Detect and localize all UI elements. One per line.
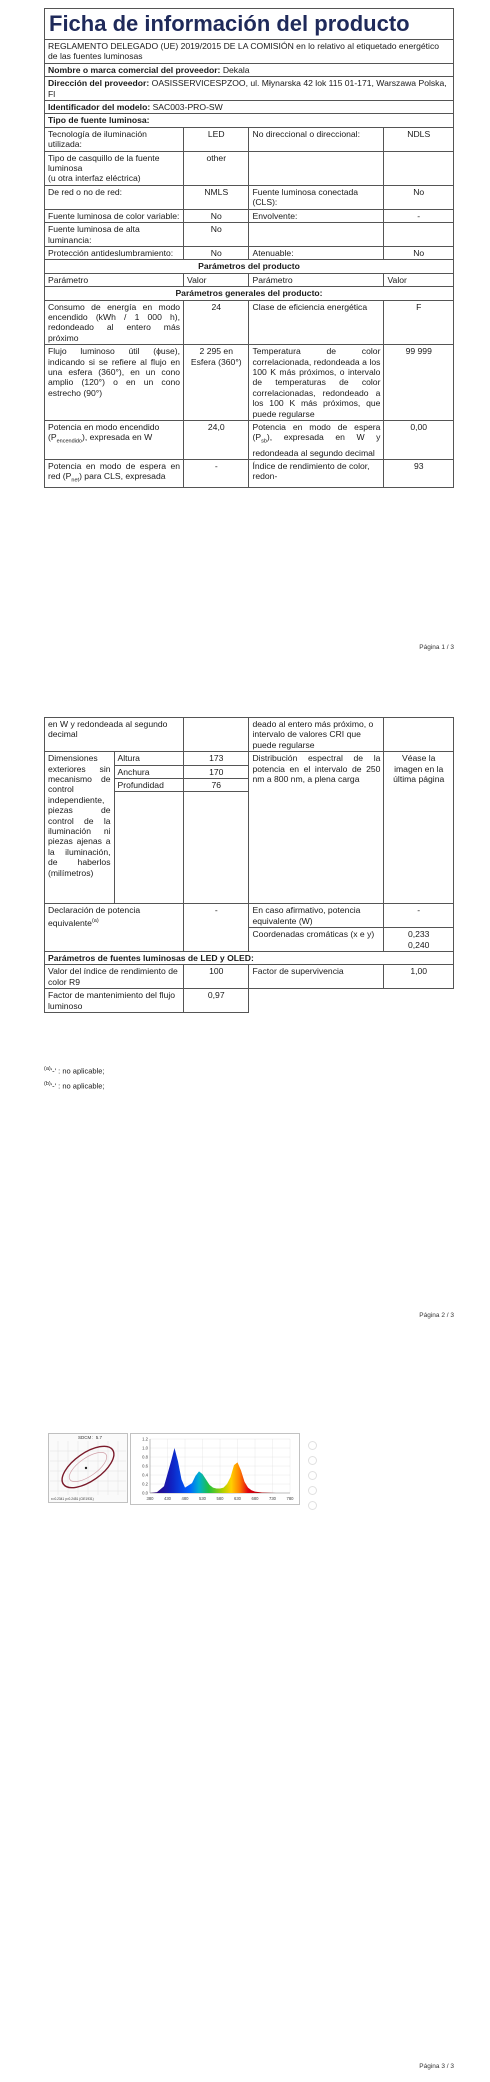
column-header-value: Valor [384,273,454,286]
cri-value: 93 [384,459,454,488]
page-number: Página 3 / 3 [419,2063,454,2070]
high-luminance-value: No [184,223,249,247]
equivalent-power-note: (a) [91,917,99,924]
spd-label: Distribución espectral de la potencia en el intervalo de 250 nm a 800 nm, a plena carga [249,752,384,904]
page-1 [0,0,490,705]
dimmable-label: Atenuable: [249,246,384,259]
page-3 [0,1395,490,2082]
r9-label: Valor del índice de rendimiento de color R9 [45,965,184,989]
equivalent-power-label [45,904,184,952]
address-label: Dirección del proveedor: [48,78,150,89]
model-label: Identificador del modelo: [48,102,151,113]
equivalent-watts-label: En caso afirmativo, potencia equivalente (W) [249,904,384,928]
tech-value: LED [184,127,249,151]
chromaticity-point-group [85,1467,87,1469]
regulation-text: REGLAMENTO DELEGADO (UE) 2019/2015 DE LA COMISIÓN en lo relativo al etiquetado energético de las fuentes luminosas [45,40,454,64]
page-title: Ficha de información del producto [45,9,454,40]
width-label: Anchura [114,765,184,778]
standby-label [249,421,384,460]
footnote-a [44,1063,104,1078]
footnote-b-text: '-' : no aplicable; [50,1081,105,1090]
cls-label: Fuente luminosa conectada (CLS): [249,185,384,209]
footnote-a-mark: (a) [44,1066,51,1072]
power-value: 24,0 [184,421,249,460]
spectrum-y-tick-label: 1.2 [142,1436,148,1442]
maintenance-value: 0,97 [184,989,249,1013]
height-label: Altura [114,752,184,765]
spectrum-x-ticks [147,1496,295,1501]
footnote-b-mark: (b) [44,1080,51,1087]
supplier-label: Nombre o marca comercial del proveedor: [48,64,221,75]
anti-glare-value: No [184,246,249,259]
power-label-text: Potencia en modo encendido (P [48,422,160,443]
power-label-sub: encendido [56,439,82,446]
standby-label-text-2: ), expresada en W y redondeada al segundo decimal [252,432,381,458]
address-row [45,77,454,101]
dimensions-label: Dimensiones exteriores sin mecanismo de control independiente, piezas de control de la iluminación ni piezas ajenas a la iluminación, de haberlos (milímetros) [45,752,115,904]
column-header-param: Parámetro [249,273,384,286]
envelope-label: Envolvente: [249,209,384,222]
spectrum-x-tick-label: 580 [216,1496,224,1501]
spectrum-frame [131,1434,300,1505]
equivalent-power-value: - [184,904,249,952]
spectrum-x-tick-label: 380 [146,1496,154,1501]
spectrum-x-tick-label: 730 [269,1496,276,1501]
column-header-value: Valor [184,273,249,286]
r9-value: 100 [184,965,249,989]
anti-glare-label: Protección antideslumbramiento: [45,246,184,259]
standby-value: 0,00 [384,421,454,460]
spectrum-chart-svg [130,1433,300,1505]
spectrum-y-tick-label: 0.0 [142,1490,148,1496]
footnotes [44,1063,104,1092]
spectrum-chart [130,1433,300,1510]
high-luminance-label: Fuente luminosa de alta luminancia: [45,223,184,247]
spectrum-x-tick-label: 480 [181,1496,189,1501]
cri-label: Índice de rendimiento de color, redon- [249,459,384,488]
energy-value: 24 [184,300,249,345]
envelope-value: - [384,209,454,222]
led-params-heading: Parámetros de fuentes luminosas de LED y OLED: [45,952,454,965]
cap-label: Tipo de casquillo de la fuente luminosa [48,152,160,174]
equivalent-power-text: Declaración de potencia equivalente [48,905,141,928]
nondir-value: NDLS [384,127,454,151]
mains-value: NMLS [184,185,249,209]
chromaticity-y: 0,240 [407,939,430,950]
cct-label: Temperatura de color correlacionada, redondeada a los 100 K más próximos, o intervalo de temperaturas de color correlacionadas, redondeado a los 100 K más próximos, que puede regularse [249,345,384,421]
spectrum-x-tick-label: 680 [251,1496,259,1501]
cls-value: No [384,185,454,209]
cap-label-cell [45,151,184,185]
height-value: 173 [184,752,249,765]
continued-left-text: en W y redondeada al segundo decimal [45,718,184,752]
params-heading: Parámetros del producto [45,260,454,273]
equivalent-watts-value: - [384,904,454,928]
page-number: Página 1 / 3 [419,644,454,651]
net-standby-label-text: Potencia en modo de espera en red (P [48,460,181,482]
flux-value: 2 295 en Esfera (360°) [184,345,249,421]
width-value: 170 [184,765,249,778]
model-row [45,101,454,114]
chromaticity-caption: x=0.2341 y=0.2451 (CIE1931) [51,1497,94,1501]
depth-value: 76 [184,779,249,792]
footnote-a-text: '-' : no aplicable; [50,1066,105,1076]
page-2 [0,705,490,1395]
continued-right-text: deado al entero más próximo, o intervalo de valores CRI que puede regularse [249,718,384,752]
colour-value: No [184,209,249,222]
chromaticity-x: 0,233 [407,929,430,940]
chromaticity-label: Coordenadas cromáticas (x e y) [249,928,384,952]
dimmable-value: No [384,246,454,259]
depth-label: Profundidad [114,779,184,792]
model-value: SAC003-PRO-SW [152,102,223,113]
spectrum-y-tick-label: 0.4 [142,1472,148,1478]
faint-watermark-marks [308,1441,322,1516]
page-number: Página 2 / 3 [419,1312,454,1319]
chromaticity-point [85,1467,87,1469]
spectrum-x-tick-label: 530 [199,1496,206,1501]
net-standby-label [45,459,184,488]
cap-label-2: (u otra interfaz eléctrica) [48,173,141,184]
spectrum-y-tick-label: 0.2 [142,1481,148,1487]
colour-label: Fuente luminosa de color variable: [45,209,184,222]
survival-label: Factor de supervivencia [249,965,384,989]
power-label-text-2: ), expresada en W [81,432,153,443]
chromaticity-chart [48,1433,128,1508]
spectrum-y-tick-label: 1.0 [142,1445,148,1451]
standby-label-sub: sb [261,439,267,446]
nondir-label: No direccional o direccional: [249,127,384,151]
spectrum-y-tick-label: 0.6 [142,1463,148,1469]
source-type-heading: Tipo de fuente luminosa: [45,114,454,127]
cap-value: other [184,151,249,185]
spectrum-y-tick-label: 0.8 [142,1454,148,1460]
standby-label-text: Potencia en modo de espera (P [252,422,381,443]
power-label [45,421,184,460]
mains-label: De red o no de red: [45,185,184,209]
chromaticity-values [384,928,454,952]
chromaticity-chart-svg [48,1433,128,1503]
address-value: OASISSERVICESPZOO, ul. Młynarska 42 lok 115 01-171, Warszawa Polska, Fl [48,78,447,99]
energy-label: Consumo de energía en modo encendido (kWh / 1 000 h), redondeado al entero más próximo [45,300,184,345]
product-info-table [44,8,454,488]
net-standby-value: - [184,459,249,488]
sdcm-label: SDCM：5.7 [78,1435,103,1440]
supplier-value: Dekala [222,64,250,75]
spd-value: Véase la imagen en la última página [384,752,454,904]
spectrum-x-tick-label: 630 [234,1496,241,1501]
net-standby-label-text-2: ) para CLS, expresada [79,471,166,482]
flux-label: Flujo luminoso útil (ϕuse), indicando si se refiere al flujo en una esfera (360°), en un cono amplio (120°) o en un cono estrecho (90°) [45,345,184,421]
net-standby-label-sub: net [71,478,80,485]
efficiency-class-label: Clase de eficiencia energética [249,300,384,345]
product-info-table-continued [44,717,454,1013]
spectrum-x-tick-label: 430 [164,1496,171,1501]
footnote-b [44,1078,104,1093]
column-header-param: Parámetro [45,273,184,286]
tech-label: Tecnología de iluminación utilizada: [45,127,184,151]
cct-value: 99 999 [384,345,454,421]
supplier-row [45,63,454,76]
general-params-heading: Parámetros generales del producto: [45,287,454,300]
spectrum-x-tick-label: 780 [286,1496,294,1501]
survival-value: 1,00 [384,965,454,989]
maintenance-label: Factor de mantenimiento del flujo luminoso [45,989,184,1013]
efficiency-class-value: F [384,300,454,345]
